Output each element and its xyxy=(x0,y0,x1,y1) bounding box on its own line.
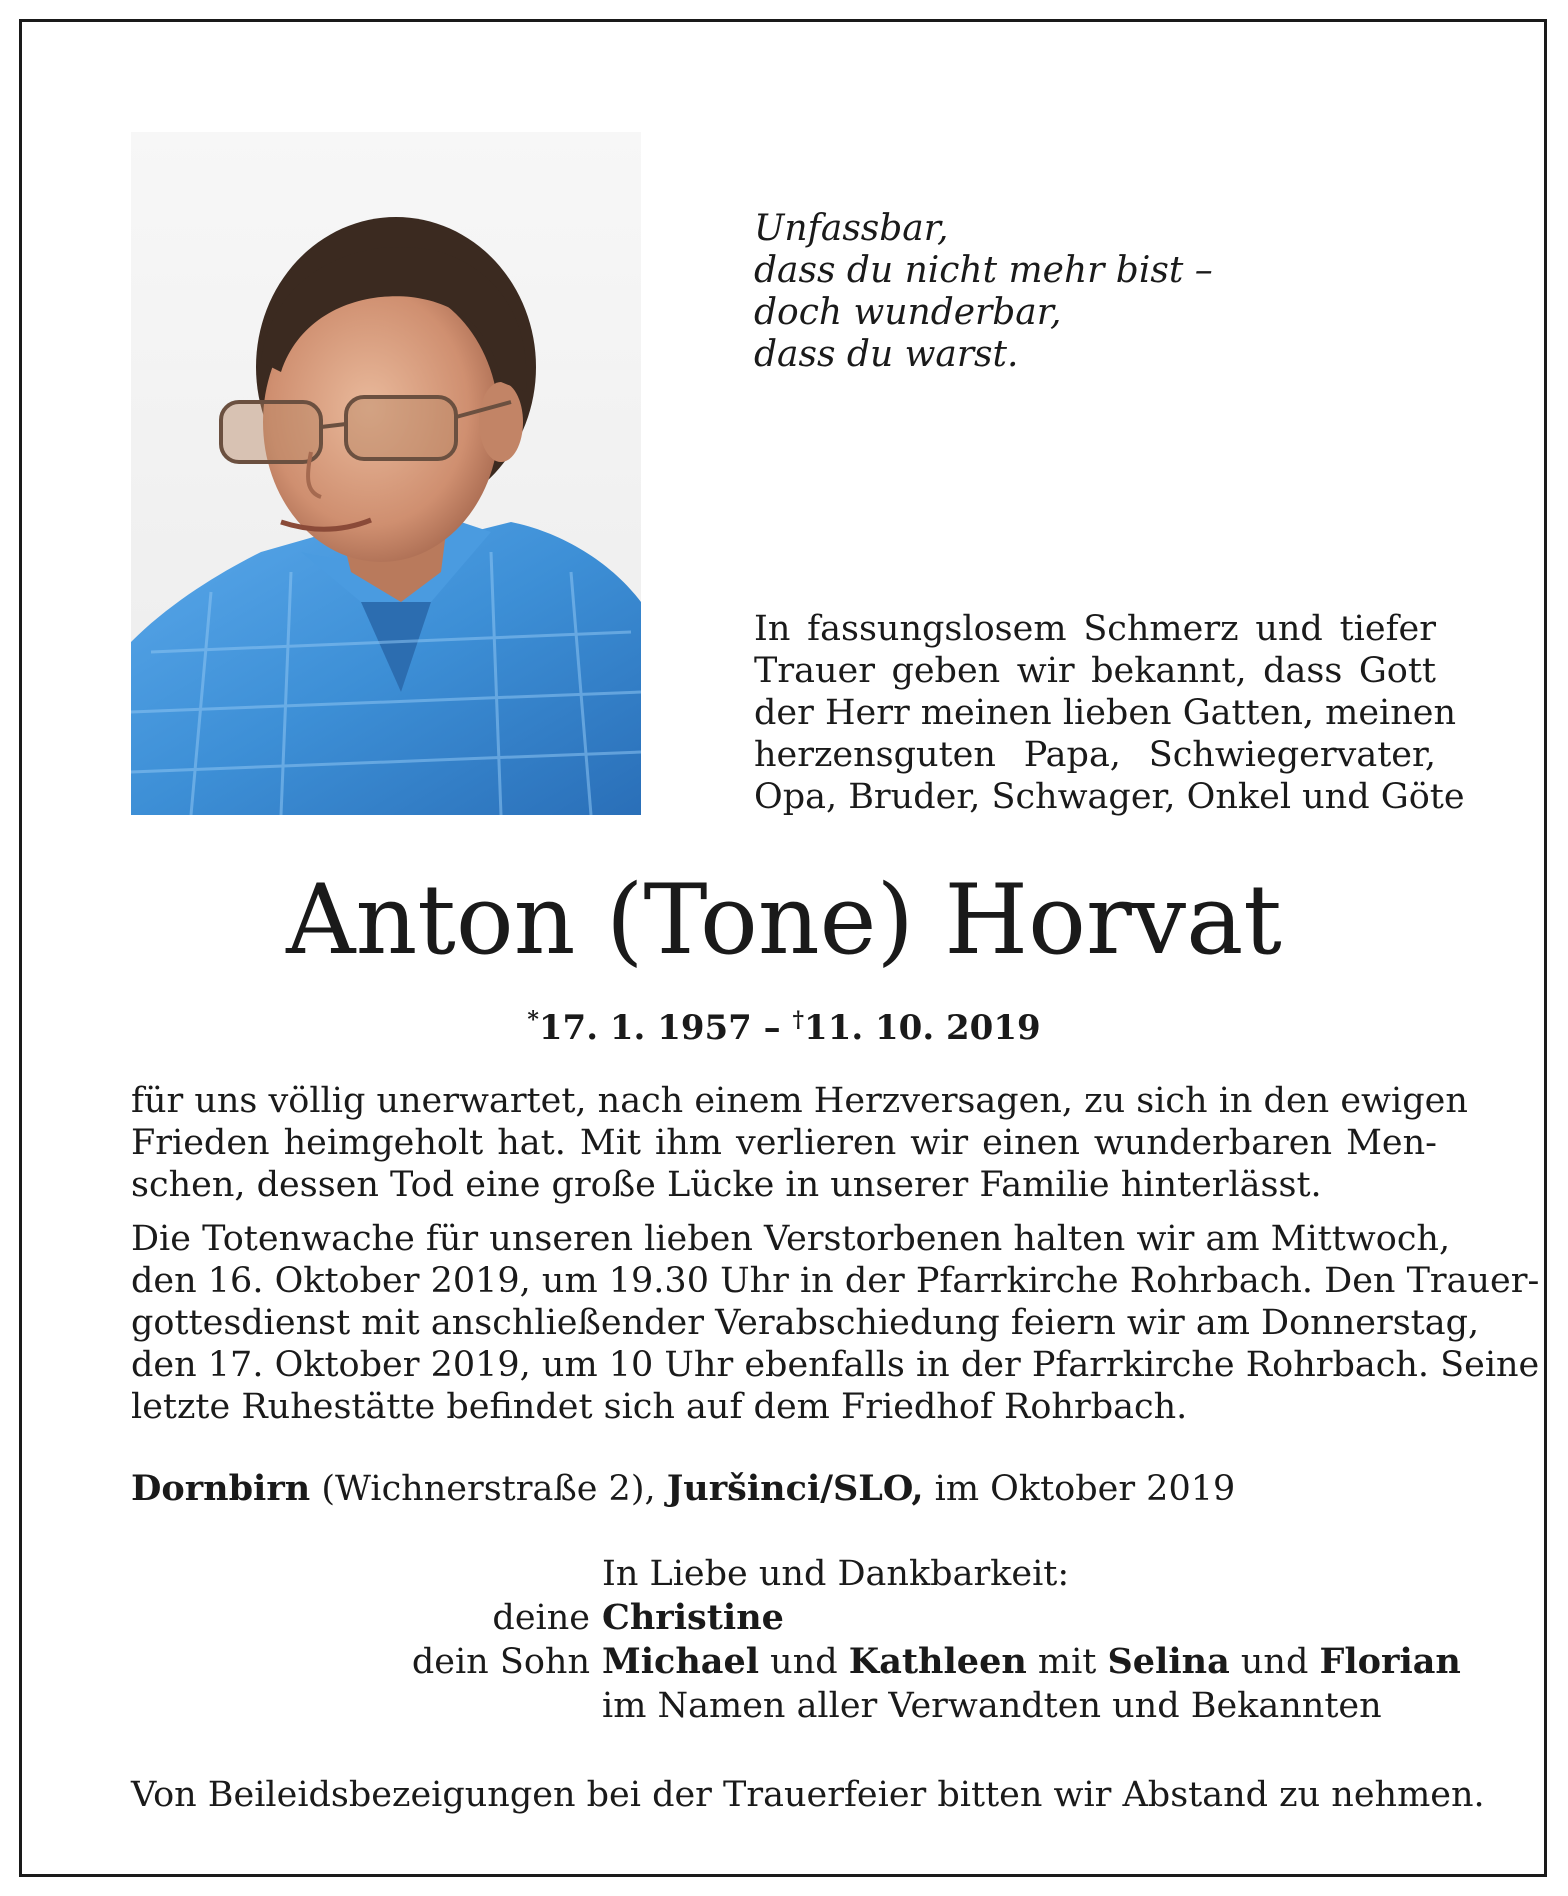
announcement-intro xyxy=(754,608,1465,818)
body-line: gottesdienst mit anschließender Verabschiedung feiern wir am Donnerstag, xyxy=(131,1303,1480,1343)
poem-line: Unfassbar, xyxy=(754,208,949,249)
body-line: schen, dessen Tod eine große Lücke in unserer Familie hinterlässt. xyxy=(131,1165,1322,1205)
body-line: den 17. Oktober 2019, um 10 Uhr ebenfalls in der Pfarrkirche Rohrbach. Seine xyxy=(131,1345,1540,1385)
poem-line: dass du warst. xyxy=(754,334,1019,375)
notice-date: im Oktober 2019 xyxy=(923,1469,1236,1509)
body-line: Die Totenwache für unseren lieben Verstorbenen halten wir am Mittwoch, xyxy=(131,1219,1451,1259)
relatives-line: im Namen aller Verwandten und Bekannten xyxy=(602,1686,1382,1726)
son-label: dein Sohn xyxy=(411,1642,590,1682)
birth-symbol: * xyxy=(527,1007,539,1033)
intro-line: Opa, Bruder, Schwager, Onkel und Göte xyxy=(754,777,1465,817)
portrait-photo xyxy=(131,132,641,815)
body-line: für uns völlig unerwartet, nach einem Herzversagen, zu sich in den ewigen xyxy=(131,1081,1468,1121)
grandchild-name: Florian xyxy=(1319,1641,1461,1682)
intro-line: herzensguten Papa, Schwiegervater, xyxy=(754,735,1436,775)
grandchild-name: Selina xyxy=(1107,1641,1230,1682)
date-separator: – xyxy=(751,1008,793,1048)
death-symbol: † xyxy=(792,1007,805,1033)
paragraph-2 xyxy=(131,1218,1540,1428)
conjunction: mit xyxy=(1026,1642,1108,1682)
poem-line: dass du nicht mehr bist – xyxy=(754,250,1213,291)
condolence-note: Von Beileidsbezeigungen bei der Trauerfeier bitten wir Abstand zu nehmen. xyxy=(131,1775,1485,1815)
birth-date: 17. 1. 1957 xyxy=(538,1008,752,1048)
place-and-date xyxy=(131,1468,1437,1510)
address: (Wichnerstraße 2), xyxy=(310,1469,667,1509)
signature-heading: In Liebe und Dankbarkeit: xyxy=(602,1554,1070,1594)
intro-line: der Herr meinen lieben Gatten, meinen xyxy=(754,693,1457,733)
poem xyxy=(754,208,1213,376)
body-line: den 16. Oktober 2019, um 19.30 Uhr in der Pfarrkirche Rohrbach. Den Trauer- xyxy=(131,1261,1540,1301)
intro-line: In fassungslosem Schmerz und tiefer xyxy=(754,609,1436,649)
obituary-body xyxy=(131,1080,1540,1428)
wife-name: Christine xyxy=(602,1597,784,1638)
wife-label: deine xyxy=(492,1598,590,1638)
poem-line: doch wunderbar, xyxy=(754,292,1062,333)
mourners-signature xyxy=(0,1552,1568,1728)
life-dates xyxy=(0,1000,1568,1048)
deceased-name: Anton (Tone) Horvat xyxy=(286,864,1282,976)
conjunction: und xyxy=(759,1642,849,1682)
intro-line: Trauer geben wir bekannt, dass Gott xyxy=(754,651,1436,691)
city-jursinci: Juršinci/SLO, xyxy=(666,1468,924,1509)
daughter-in-law-name: Kathleen xyxy=(848,1641,1027,1682)
body-line: letzte Ruhestätte befindet sich auf dem Friedhof Rohrbach. xyxy=(131,1387,1188,1427)
city-dornbirn: Dornbirn xyxy=(131,1468,311,1509)
conjunction: und xyxy=(1229,1642,1320,1682)
body-line: Frieden heimgeholt hat. Mit ihm verlieren wir einen wunderbaren Men- xyxy=(131,1123,1437,1163)
death-date: 11. 10. 2019 xyxy=(804,1008,1041,1048)
paragraph-1 xyxy=(131,1080,1468,1206)
son-name: Michael xyxy=(602,1641,760,1682)
